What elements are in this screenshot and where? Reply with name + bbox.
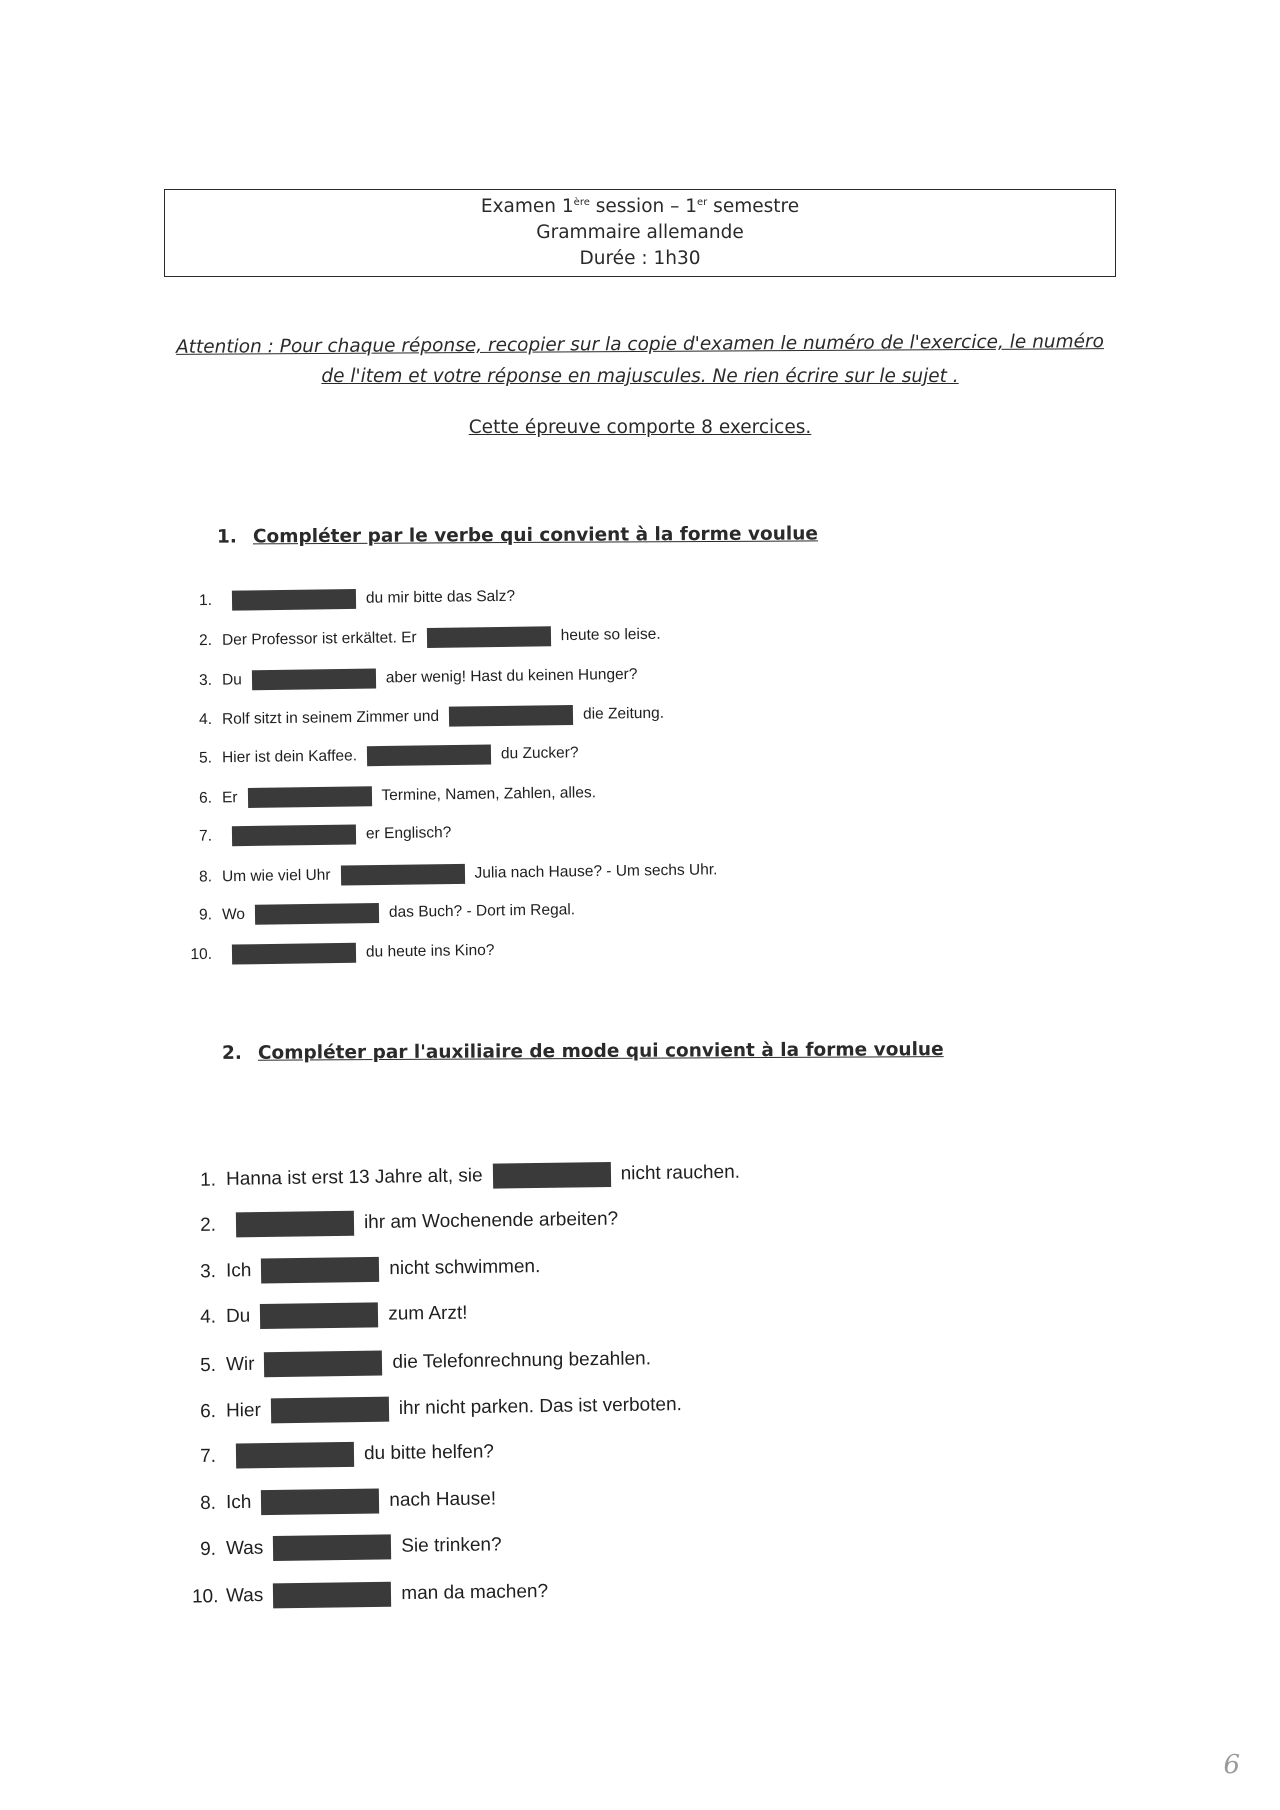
- exercise-item: [188, 587, 515, 612]
- redacted-answer-blank: [260, 1303, 378, 1330]
- item-number: 9.: [200, 1538, 217, 1560]
- item-number: 8.: [198, 868, 213, 886]
- header-subject: Grammaire allemande: [536, 222, 744, 243]
- exercise-item: [192, 1207, 619, 1238]
- item-text-after: Sie trinken?: [401, 1534, 502, 1557]
- item-number: 6.: [198, 789, 213, 807]
- item-number: 3.: [200, 1260, 217, 1282]
- item-number: 7.: [200, 1445, 217, 1467]
- item-text-before: Du: [225, 1305, 251, 1328]
- page-number-mark: 6: [1223, 1750, 1240, 1780]
- item-text-before: Du: [221, 670, 242, 689]
- item-number: 5.: [198, 749, 213, 767]
- redacted-answer-blank: [273, 1535, 391, 1562]
- redacted-answer-blank: [264, 1350, 382, 1377]
- section-1-title: 1. Compléter par le verbe qui convient à la forme voulue: [216, 523, 818, 548]
- item-text-after: du heute ins Kino?: [365, 941, 495, 961]
- item-number: 3.: [198, 671, 213, 689]
- item-text-before: Wo: [221, 906, 246, 924]
- item-text-after: nicht rauchen.: [620, 1161, 741, 1185]
- item-text-after: ihr nicht parken. Das ist verboten.: [398, 1394, 682, 1420]
- redacted-answer-blank: [236, 1211, 354, 1238]
- exercise-item: [188, 860, 718, 887]
- item-number: 4.: [198, 710, 213, 729]
- item-text-after: ihr am Wochenende arbeiten?: [363, 1208, 619, 1234]
- item-number: 4.: [199, 1306, 217, 1328]
- exercise-item: [192, 1301, 468, 1330]
- item-text-before: Er: [221, 788, 238, 806]
- item-number: 5.: [200, 1353, 217, 1376]
- item-text-after: aber wenig! Hast du keinen Hunger?: [385, 665, 638, 686]
- item-text-before: Rolf sitzt in seinem Zimmer und: [221, 707, 440, 728]
- attention-line-2: de l'item et votre réponse en majuscules. Ne rien écrire sur le sujet .: [321, 366, 959, 387]
- redacted-answer-blank: [232, 824, 356, 846]
- item-text-before: Wir: [225, 1353, 255, 1375]
- header-line-1: Examen 1ère session – 1er semestre: [480, 196, 800, 217]
- redacted-answer-blank: [255, 903, 379, 925]
- exercise-item: [188, 783, 596, 809]
- item-number: 1.: [198, 591, 213, 610]
- header-duration: Durée : 1h30: [579, 248, 701, 269]
- item-number: 2.: [200, 1214, 217, 1236]
- exercise-item: [192, 1160, 740, 1193]
- exercise-item: [192, 1393, 682, 1425]
- redacted-answer-blank: [232, 942, 356, 964]
- redacted-answer-blank: [367, 745, 491, 767]
- item-number: 8.: [200, 1492, 217, 1514]
- item-text-after: er Englisch?: [365, 823, 452, 843]
- section-2-title: 2. Compléter par l'auxiliaire de mode qui convient à la forme voulue: [221, 1039, 944, 1064]
- exercise-item: [192, 1579, 548, 1609]
- item-number: 6.: [200, 1400, 217, 1422]
- exercise-item: [188, 743, 579, 768]
- exercise-item: [192, 1346, 651, 1377]
- item-text-after: nach Hause!: [389, 1488, 497, 1511]
- item-text-before: Hier: [225, 1399, 262, 1422]
- exercise-item: [188, 664, 638, 690]
- exercise-item: [188, 901, 575, 926]
- exercise-item: [188, 625, 661, 652]
- exercise-item: [192, 1440, 494, 1469]
- redacted-answer-blank: [492, 1162, 610, 1189]
- item-text-after: du mir bitte das Salz?: [365, 587, 516, 607]
- item-text-before: Was: [225, 1584, 264, 1607]
- item-text-after: heute so leise.: [560, 625, 661, 645]
- exercise-item: [188, 704, 664, 731]
- redacted-answer-blank: [271, 1397, 389, 1424]
- item-text-after: zum Arzt!: [388, 1302, 468, 1325]
- item-text-before: Hier ist dein Kaffee.: [221, 747, 358, 767]
- redacted-answer-blank: [340, 864, 464, 886]
- item-number: 7.: [198, 827, 213, 845]
- attention-line-1: Attention : Pour chaque réponse, recopier sur la copie d'examen le numéro de l'exercice, le numéro: [175, 331, 1105, 358]
- exercise-item: [192, 1533, 502, 1562]
- item-text-after: Julia nach Hause? - Um sechs Uhr.: [474, 861, 718, 882]
- redacted-answer-blank: [273, 1581, 391, 1608]
- redacted-answer-blank: [232, 589, 356, 611]
- item-text-after: man da machen?: [401, 1580, 549, 1604]
- exercise-item: [188, 823, 452, 847]
- item-text-before: Um wie viel Uhr: [221, 866, 331, 886]
- item-text-before: Hanna ist erst 13 Jahre alt, sie: [225, 1165, 483, 1190]
- item-number: 9.: [198, 906, 213, 924]
- item-number: 10.: [191, 1585, 219, 1607]
- item-text-before: Ich: [225, 1259, 252, 1282]
- redacted-answer-blank: [449, 705, 573, 727]
- item-text-before: Ich: [225, 1491, 252, 1513]
- redacted-answer-blank: [261, 1257, 379, 1284]
- exercise-item: [192, 1487, 496, 1516]
- redacted-answer-blank: [247, 786, 371, 808]
- item-number: 10.: [190, 945, 213, 963]
- exercise-item: [192, 1254, 541, 1284]
- item-number: 2.: [198, 632, 213, 650]
- item-number: 1.: [200, 1168, 217, 1191]
- item-text-after: die Telefonrechnung bezahlen.: [392, 1347, 652, 1373]
- item-text-before: Der Professor ist erkältet. Er: [221, 629, 417, 650]
- exam-header-box: [164, 189, 1116, 277]
- redacted-answer-blank: [236, 1442, 354, 1469]
- redacted-answer-blank: [252, 668, 376, 690]
- item-text-after: das Buch? - Dort im Regal.: [388, 901, 576, 922]
- item-text-before: Was: [225, 1537, 264, 1560]
- item-text-after: du bitte helfen?: [363, 1441, 495, 1465]
- item-text-after: die Zeitung.: [582, 704, 665, 723]
- redacted-answer-blank: [427, 627, 551, 649]
- redacted-answer-blank: [261, 1488, 379, 1515]
- exercise-count-note: Cette épreuve comporte 8 exercices.: [468, 417, 812, 438]
- item-text-after: nicht schwimmen.: [389, 1255, 541, 1279]
- item-text-after: du Zucker?: [500, 744, 579, 763]
- exercise-item: [188, 941, 495, 965]
- item-text-after: Termine, Namen, Zahlen, alles.: [381, 783, 597, 804]
